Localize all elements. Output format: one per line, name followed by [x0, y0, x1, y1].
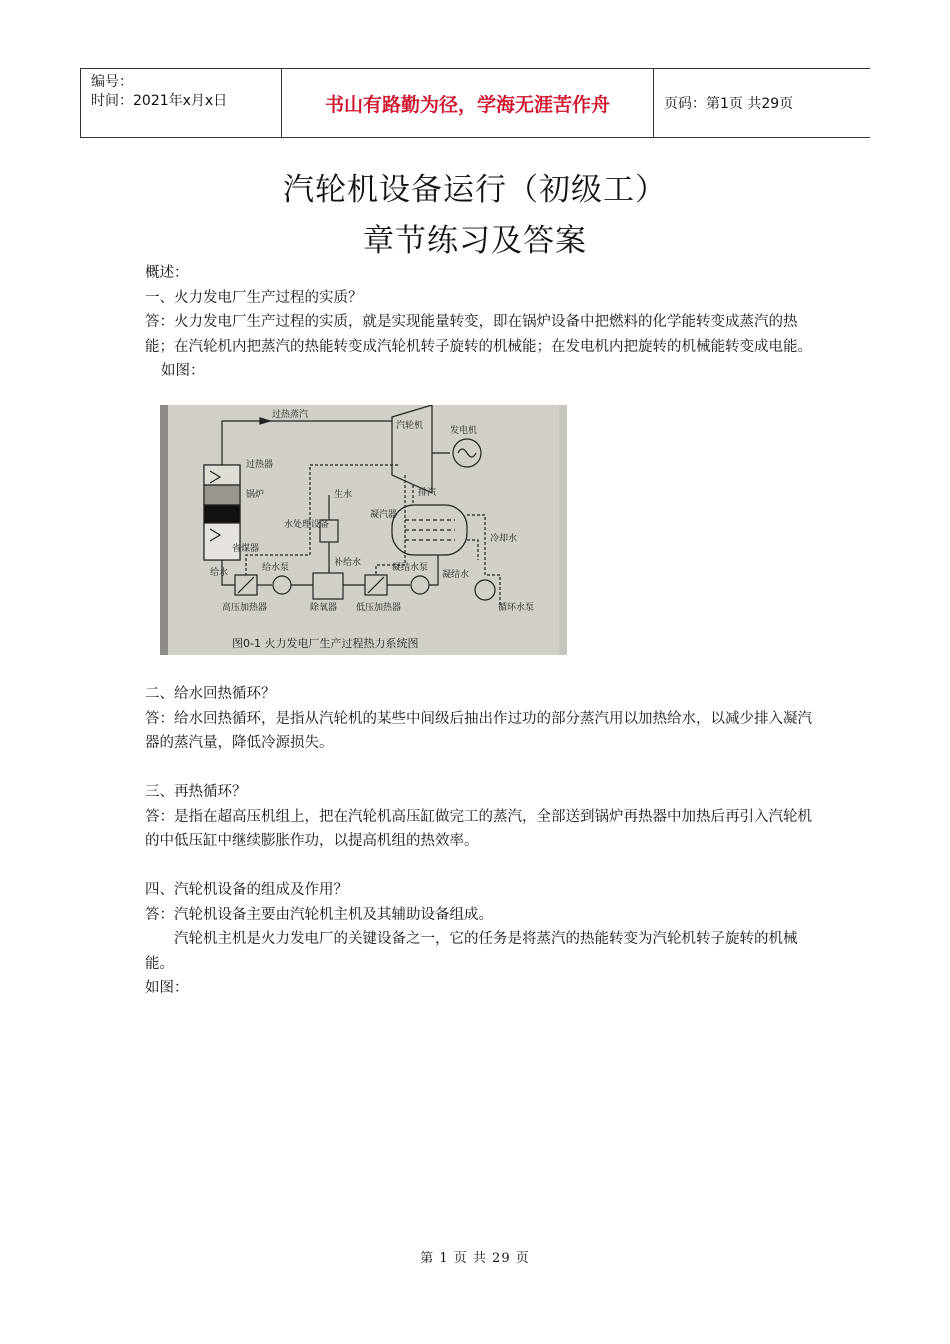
thermal-system-diagram	[160, 405, 567, 655]
label-boiler: 锅炉	[246, 490, 265, 500]
question-1: 一、火力发电厂生产过程的实质？	[145, 289, 363, 306]
figure-caption: 图0-1 火力发电厂生产过程热力系统图	[232, 637, 419, 650]
number-label: 编号：	[91, 74, 133, 90]
label-circ-pump: 循环水泵	[498, 603, 535, 613]
doc-title-line2: 章节练习及答案	[363, 223, 587, 259]
section-2	[145, 682, 815, 1001]
label-cooling-water: 冷却水	[490, 534, 518, 544]
label-economizer: 省煤器	[232, 544, 260, 554]
thermal-system-figure	[160, 405, 567, 655]
question-4: 四、汽轮机设备的组成及作用？	[145, 882, 348, 898]
label-condenser: 凝汽器	[370, 510, 398, 520]
label-generator: 发电机	[450, 426, 478, 436]
label-condensate: 凝结水	[442, 570, 470, 580]
label-feed-water: 给水	[210, 568, 229, 578]
label-exhaust: 排汽	[418, 488, 437, 498]
label-raw-water: 生水	[334, 490, 353, 500]
answer-4-continued: 汽轮机主机是火力发电厂的关键设备之一，它的任务是将蒸汽的热能转变为汽轮机转子旋转的机械能。	[145, 931, 798, 972]
answer-2: 答：给水回热循环，是指从汽轮机的某些中间级后抽出作过功的部分蒸汽用以加热给水，以减少排入凝汽器的蒸汽量，降低冷源损失。	[145, 710, 812, 751]
question-3: 三、再热循环？	[145, 784, 247, 800]
date-label: 时间：2021年x月x日	[91, 93, 228, 109]
figure-label-1: 如图：	[161, 363, 205, 379]
label-feed-pump: 给水泵	[262, 563, 290, 573]
answer-1: 答：火力发电厂生产过程的实质，就是实现能量转变，即在锅炉设备中把燃料的化学能转变成蒸汽的热能；在汽轮机内把蒸汽的热能转变成汽轮机转子旋转的机械能；在发电机内把旋转的机械能转变成电能。	[145, 314, 812, 355]
overview-label: 概述：	[145, 265, 189, 281]
answer-3: 答：是指在超高压机组上，把在汽轮机高压缸做完工的蒸汽，全部送到锅炉再热器中加热后再引入汽轮机的中低压缸中继续膨胀作功，以提高机组的热效率。	[145, 808, 812, 849]
label-makeup-water: 补给水	[334, 558, 362, 568]
label-superheated-steam: 过热蒸汽	[272, 410, 309, 420]
section-1	[145, 261, 815, 384]
label-lp-heater: 低压加热器	[356, 603, 402, 613]
page-header	[80, 68, 870, 138]
header-page-info: 页码：第1页 共29页	[664, 96, 794, 112]
label-turbine: 汽轮机	[396, 421, 424, 431]
figure-label-2: 如图：	[145, 980, 189, 996]
label-hp-heater: 高压加热器	[222, 603, 268, 613]
label-condensate-pump: 凝结水泵	[392, 563, 429, 573]
answer-4: 答：汽轮机设备主要由汽轮机主机及其辅助设备组成。	[145, 906, 493, 923]
question-2: 二、给水回热循环？	[145, 686, 276, 702]
header-motto: 书山有路勤为径，学海无涯苦作舟	[282, 69, 654, 137]
page-footer: 第 1 页 共 29 页	[420, 1251, 530, 1266]
doc-title-line1: 汽轮机设备运行（初级工）	[283, 172, 667, 208]
label-water-treatment: 水处理设备	[284, 520, 330, 530]
label-superheater: 过热器	[246, 460, 274, 470]
label-deaerator: 除氧器	[310, 603, 338, 613]
header-meta	[80, 69, 282, 137]
